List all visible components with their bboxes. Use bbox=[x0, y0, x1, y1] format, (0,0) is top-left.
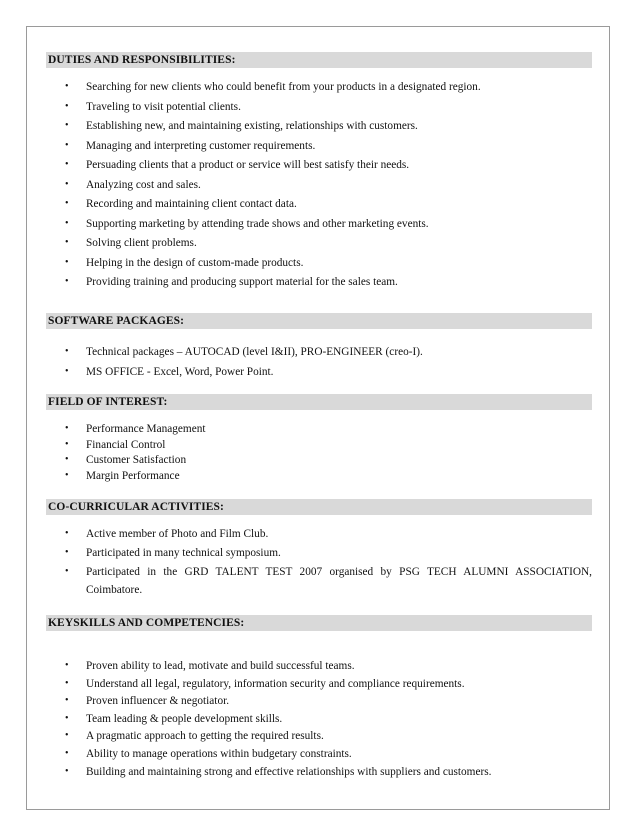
list-item: • Participated in the GRD TALENT TEST 2007 organised by PSG TECH ALUMNI ASSOCIATION, bbox=[65, 566, 592, 578]
bullet-list bbox=[46, 81, 592, 296]
list-item: • A pragmatic approach to getting the required results. bbox=[65, 730, 324, 743]
list-item: • Participated in many technical symposium. bbox=[65, 547, 281, 559]
bullet-icon: • bbox=[65, 747, 69, 759]
bullet-list bbox=[46, 528, 592, 602]
list-item: • Proven influencer & negotiator. bbox=[65, 695, 230, 708]
list-item: • Supporting marketing by attending trade shows and other marketing events. bbox=[65, 217, 429, 230]
list-item: • Margin Performance bbox=[65, 469, 180, 482]
bullet-icon: • bbox=[65, 366, 69, 377]
list-item: • Team leading & people development skills. bbox=[65, 712, 283, 725]
list-item: • Performance Management bbox=[65, 423, 206, 435]
bullet-icon: • bbox=[65, 566, 69, 577]
list-item: • Analyzing cost and sales. bbox=[65, 178, 201, 191]
bullet-icon: • bbox=[65, 423, 69, 434]
bullet-icon: • bbox=[65, 438, 69, 450]
bullet-list bbox=[46, 660, 592, 783]
bullet-icon: • bbox=[65, 178, 69, 190]
bullet-icon: • bbox=[65, 765, 69, 777]
list-item: • Financial Control bbox=[65, 438, 166, 451]
list-item: • Customer Satisfaction bbox=[65, 454, 187, 466]
section-duties bbox=[46, 52, 592, 296]
bullet-icon: • bbox=[65, 660, 69, 671]
section-co-curricular bbox=[46, 499, 592, 602]
bullet-icon: • bbox=[65, 677, 69, 689]
bullet-icon: • bbox=[65, 237, 69, 248]
list-item: • Proven ability to lead, motivate and build successful teams. bbox=[65, 660, 355, 672]
bullet-icon: • bbox=[65, 469, 69, 481]
list-item: • Recording and maintaining client contact data. bbox=[65, 198, 297, 210]
section-keyskills bbox=[46, 615, 592, 783]
bullet-icon: • bbox=[65, 256, 69, 268]
bullet-icon: • bbox=[65, 695, 69, 707]
bullet-icon: • bbox=[65, 120, 69, 131]
list-item: • Helping in the design of custom-made products. bbox=[65, 256, 304, 269]
section-heading: KEYSKILLS AND COMPETENCIES: bbox=[46, 615, 592, 631]
list-item: • Understand all legal, regulatory, information security and compliance requirements. bbox=[65, 677, 465, 690]
list-item: • Managing and interpreting customer requirements. bbox=[65, 139, 316, 152]
bullet-list bbox=[46, 346, 592, 386]
list-item: • Active member of Photo and Film Club. bbox=[65, 528, 269, 540]
list-item: • Persuading clients that a product or service will best satisfy their needs. bbox=[65, 159, 410, 171]
list-item: • Traveling to visit potential clients. bbox=[65, 100, 241, 113]
bullet-icon: • bbox=[65, 81, 69, 92]
bullet-icon: • bbox=[65, 730, 69, 742]
section-heading: SOFTWARE PACKAGES: bbox=[46, 313, 592, 329]
bullet-icon: • bbox=[65, 276, 69, 287]
bullet-icon: • bbox=[65, 100, 69, 112]
section-heading: FIELD OF INTEREST: bbox=[46, 394, 592, 410]
bullet-icon: • bbox=[65, 159, 69, 170]
section-heading: CO-CURRICULAR ACTIVITIES: bbox=[46, 499, 592, 515]
bullet-icon: • bbox=[65, 217, 69, 229]
list-item: • Building and maintaining strong and effective relationships with suppliers and customers. bbox=[65, 765, 492, 778]
list-item: • Technical packages – AUTOCAD (level I&II), PRO-ENGINEER (creo-I). bbox=[65, 346, 423, 358]
list-item: • Searching for new clients who could benefit from your products in a designated region. bbox=[65, 81, 481, 93]
bullet-icon: • bbox=[65, 712, 69, 724]
bullet-icon: • bbox=[65, 454, 69, 465]
list-item: • MS OFFICE - Excel, Word, Power Point. bbox=[65, 366, 274, 378]
bullet-icon: • bbox=[65, 139, 69, 151]
section-heading: DUTIES AND RESPONSIBILITIES: bbox=[46, 52, 592, 68]
list-item: • Ability to manage operations within budgetary constraints. bbox=[65, 747, 352, 760]
bullet-icon: • bbox=[65, 198, 69, 209]
bullet-list bbox=[46, 423, 592, 485]
section-software bbox=[46, 313, 592, 386]
list-item-continuation: Coimbatore. bbox=[86, 584, 143, 596]
list-item: • Solving client problems. bbox=[65, 237, 197, 249]
bullet-icon: • bbox=[65, 528, 69, 539]
bullet-icon: • bbox=[65, 346, 69, 357]
list-item: • Providing training and producing support material for the sales team. bbox=[65, 276, 398, 288]
section-field-of-interest bbox=[46, 394, 592, 485]
list-item: • Establishing new, and maintaining existing, relationships with customers. bbox=[65, 120, 418, 132]
bullet-icon: • bbox=[65, 547, 69, 558]
